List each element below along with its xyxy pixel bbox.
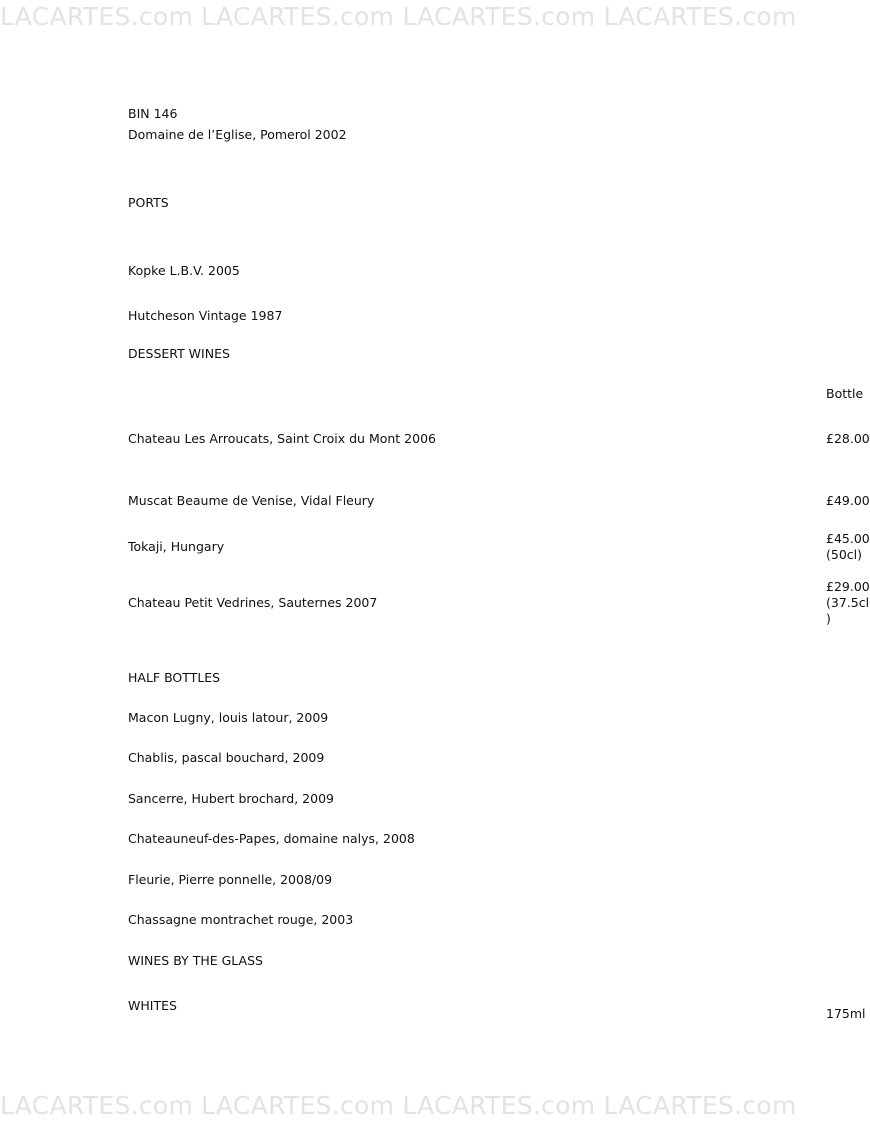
dessert-wine-name: Chateau Les Arroucats, Saint Croix du Mont 2006	[128, 431, 436, 446]
watermark-text: LACARTES.com	[0, 1091, 194, 1120]
watermark-text: LACARTES.com	[603, 1091, 797, 1120]
port-item: Hutcheson Vintage 1987	[128, 308, 283, 323]
half-bottle-item: Fleurie, Pierre ponnelle, 2008/09	[128, 872, 333, 887]
dessert-wine-name: Tokaji, Hungary	[128, 539, 225, 554]
bin-wine: Domaine de l’Eglise, Pomerol 2002	[128, 127, 347, 142]
watermark-text: LACARTES.com	[603, 2, 797, 31]
dessert-wine-price: £49.00	[826, 493, 870, 508]
dessert-wine-size-close: )	[826, 611, 831, 626]
dessert-wine-size: (37.5cl	[826, 595, 870, 610]
bin-label: BIN 146	[128, 106, 178, 121]
watermark-text: LACARTES.com	[402, 2, 596, 31]
dessert-wine-size: (50cl)	[826, 547, 863, 562]
dessert-wine-price: £29.00	[826, 579, 870, 594]
watermark-text: LACARTES.com	[201, 1091, 395, 1120]
watermark-text: LACARTES.com	[402, 1091, 596, 1120]
bottle-column-label: Bottle	[826, 386, 864, 401]
watermark-top	[0, 2, 870, 32]
watermark-bottom	[0, 1091, 870, 1121]
half-bottle-item: Chassagne montrachet rouge, 2003	[128, 912, 354, 927]
ports-heading: PORTS	[128, 195, 169, 210]
dessert-wine-name: Muscat Beaume de Venise, Vidal Fleury	[128, 493, 375, 508]
dessert-wines-heading: DESSERT WINES	[128, 346, 230, 361]
half-bottles-heading: HALF BOTTLES	[128, 670, 221, 685]
half-bottle-item: Sancerre, Hubert brochard, 2009	[128, 791, 334, 806]
half-bottle-item: Chateauneuf-des-Papes, domaine nalys, 2008	[128, 831, 415, 846]
dessert-wine-name: Chateau Petit Vedrines, Sauternes 2007	[128, 595, 378, 610]
175ml-column-label: 175ml	[826, 1006, 866, 1021]
whites-subheading: WHITES	[128, 998, 177, 1013]
half-bottle-item: Chablis, pascal bouchard, 2009	[128, 750, 325, 765]
wines-by-glass-heading: WINES BY THE GLASS	[128, 953, 263, 968]
watermark-text: LACARTES.com	[201, 2, 395, 31]
dessert-wine-price: £45.00	[826, 531, 870, 546]
dessert-wine-price: £28.00	[826, 431, 870, 446]
watermark-text: LACARTES.com	[0, 2, 194, 31]
port-item: Kopke L.B.V. 2005	[128, 263, 240, 278]
half-bottle-item: Macon Lugny, louis latour, 2009	[128, 710, 329, 725]
